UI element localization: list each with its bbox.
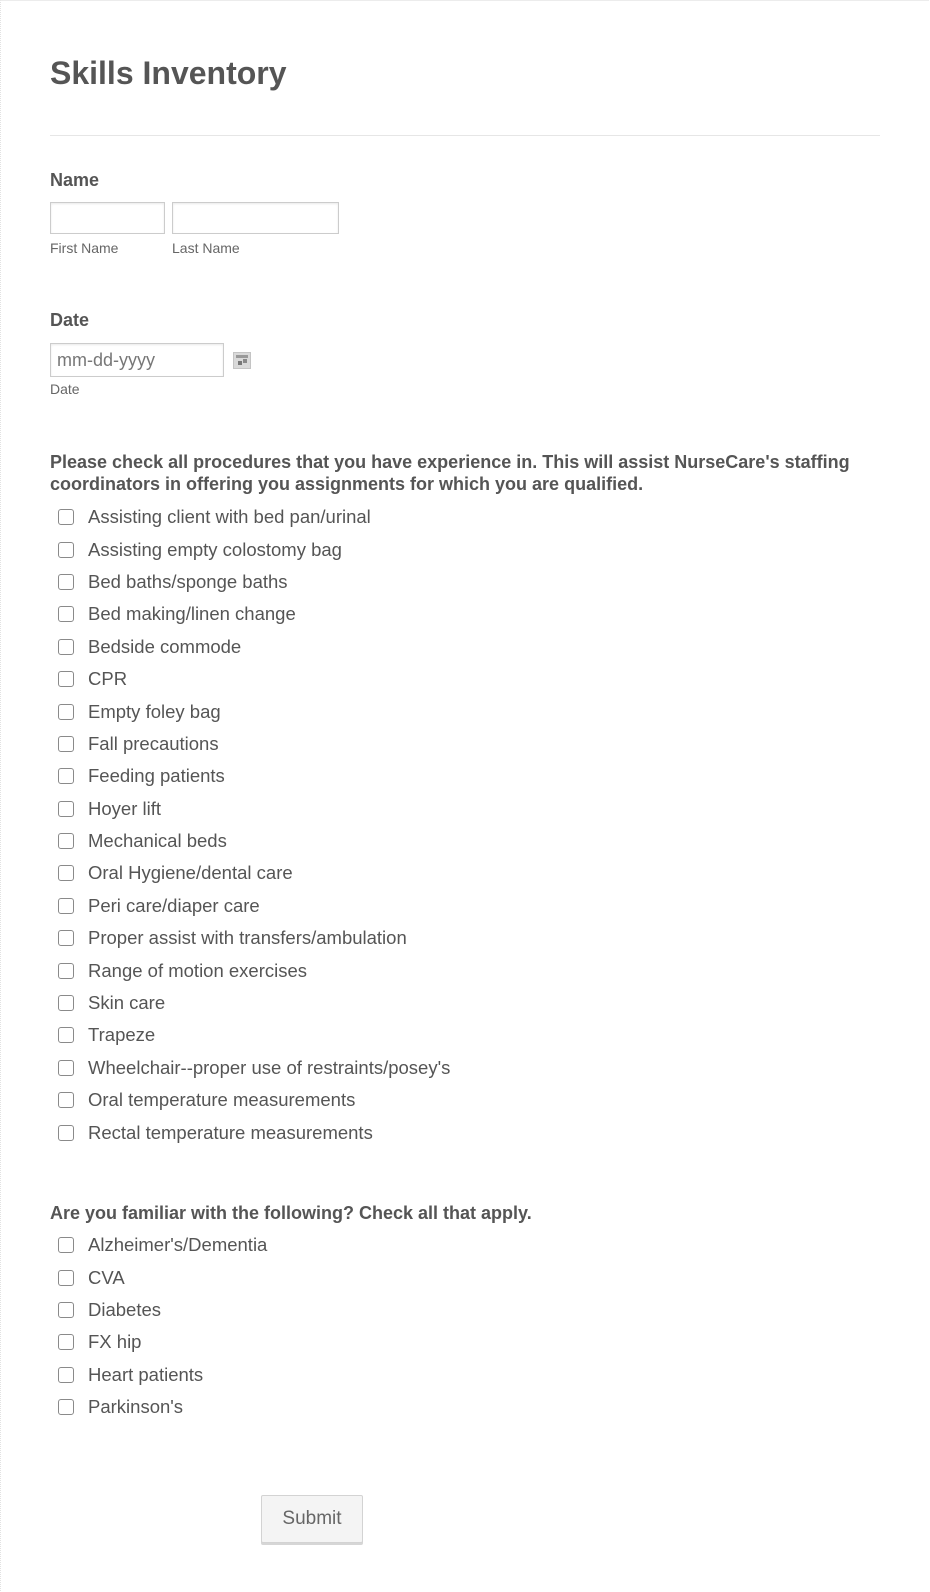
checkbox[interactable] (58, 1302, 74, 1318)
procedure-option[interactable] (58, 922, 450, 954)
checkbox-label: CVA (88, 1266, 125, 1288)
procedure-option[interactable] (58, 501, 450, 533)
checkbox[interactable] (58, 1367, 74, 1383)
checkbox-label: Alzheimer's/Dementia (88, 1234, 268, 1256)
familiarity-option[interactable] (58, 1326, 267, 1358)
date-input[interactable] (50, 343, 224, 377)
checkbox-label: Bed making/linen change (88, 603, 296, 625)
checkbox-label: Bedside commode (88, 635, 242, 657)
date-label: Date (50, 310, 90, 330)
procedure-option[interactable] (58, 793, 450, 825)
procedures-checklist (58, 501, 450, 1149)
checkbox[interactable] (58, 542, 74, 558)
date-sublabel: Date (50, 381, 80, 397)
checkbox-label: Oral Hygiene/dental care (88, 862, 293, 884)
checkbox[interactable] (58, 930, 74, 946)
checkbox[interactable] (58, 671, 74, 687)
procedure-option[interactable] (58, 566, 450, 598)
checkbox-label: Rectal temperature measurements (88, 1121, 373, 1143)
familiarity-option[interactable] (58, 1294, 267, 1326)
checkbox[interactable] (58, 509, 74, 525)
form-title: Skills Inventory (50, 55, 287, 91)
procedure-option[interactable] (58, 631, 450, 663)
checkbox-label: Assisting empty colostomy bag (88, 538, 342, 560)
checkbox[interactable] (58, 1399, 74, 1415)
procedures-question: Please check all procedures that you have experience in. This will assist NurseCare's staffing coordinators in offering you assignments for which you are qualified. (50, 452, 850, 494)
checkbox[interactable] (58, 833, 74, 849)
checkbox[interactable] (58, 1092, 74, 1108)
checkbox-label: Fall precautions (88, 732, 219, 754)
checkbox-label: Feeding patients (88, 765, 225, 787)
procedure-option[interactable] (58, 987, 450, 1019)
procedure-option[interactable] (58, 728, 450, 760)
checkbox-label: Trapeze (88, 1024, 156, 1046)
procedure-option[interactable] (58, 533, 450, 565)
first-name-sublabel: First Name (50, 240, 119, 256)
checkbox[interactable] (58, 995, 74, 1011)
familiarity-option[interactable] (58, 1359, 267, 1391)
procedure-option[interactable] (58, 760, 450, 792)
familiarity-option[interactable] (58, 1229, 267, 1261)
checkbox[interactable] (58, 704, 74, 720)
checkbox-label: Empty foley bag (88, 700, 221, 722)
checkbox[interactable] (58, 606, 74, 622)
checkbox-label: Skin care (88, 992, 166, 1014)
familiarity-option[interactable] (58, 1391, 267, 1423)
familiarity-option[interactable] (58, 1261, 267, 1293)
procedure-option[interactable] (58, 663, 450, 695)
calendar-icon[interactable] (233, 352, 251, 369)
checkbox-label: CPR (88, 668, 128, 690)
familiarity-question: Are you familiar with the following? Check all that apply. (50, 1203, 532, 1223)
checkbox[interactable] (58, 898, 74, 914)
checkbox[interactable] (58, 963, 74, 979)
checkbox[interactable] (58, 1270, 74, 1286)
procedure-option[interactable] (58, 825, 450, 857)
last-name-sublabel: Last Name (172, 240, 240, 256)
procedure-option[interactable] (58, 1019, 450, 1051)
checkbox[interactable] (58, 1237, 74, 1253)
checkbox-label: Mechanical beds (88, 830, 227, 852)
submit-button[interactable]: Submit (261, 1495, 363, 1543)
procedure-option[interactable] (58, 598, 450, 630)
checkbox[interactable] (58, 574, 74, 590)
checkbox-label: Assisting client with bed pan/urinal (88, 506, 371, 528)
checkbox-label: Bed baths/sponge baths (88, 570, 288, 592)
checkbox[interactable] (58, 1334, 74, 1350)
checkbox[interactable] (58, 1125, 74, 1141)
checkbox-label: FX hip (88, 1331, 142, 1353)
procedure-option[interactable] (58, 1116, 450, 1148)
first-name-input[interactable] (50, 202, 165, 234)
checkbox[interactable] (58, 865, 74, 881)
checkbox-label: Oral temperature measurements (88, 1089, 356, 1111)
checkbox-label: Diabetes (88, 1298, 162, 1320)
checkbox-label: Heart patients (88, 1363, 204, 1385)
checkbox-label: Parkinson's (88, 1396, 184, 1418)
last-name-input[interactable] (172, 202, 339, 234)
checkbox[interactable] (58, 1060, 74, 1076)
checkbox[interactable] (58, 768, 74, 784)
procedure-option[interactable] (58, 695, 450, 727)
checkbox-label: Range of motion exercises (88, 959, 308, 981)
checkbox-label: Proper assist with transfers/ambulation (88, 927, 407, 949)
checkbox[interactable] (58, 639, 74, 655)
procedure-option[interactable] (58, 890, 450, 922)
checkbox-label: Hoyer lift (88, 797, 161, 819)
checkbox[interactable] (58, 1027, 74, 1043)
name-label: Name (50, 170, 100, 190)
familiarity-checklist (58, 1229, 267, 1423)
checkbox[interactable] (58, 801, 74, 817)
procedure-option[interactable] (58, 954, 450, 986)
checkbox-label: Wheelchair--proper use of restraints/posey's (88, 1056, 451, 1078)
checkbox-label: Peri care/diaper care (88, 894, 260, 916)
procedure-option[interactable] (58, 857, 450, 889)
title-divider (50, 135, 880, 136)
checkbox[interactable] (58, 736, 74, 752)
procedure-option[interactable] (58, 1084, 450, 1116)
procedure-option[interactable] (58, 1052, 450, 1084)
